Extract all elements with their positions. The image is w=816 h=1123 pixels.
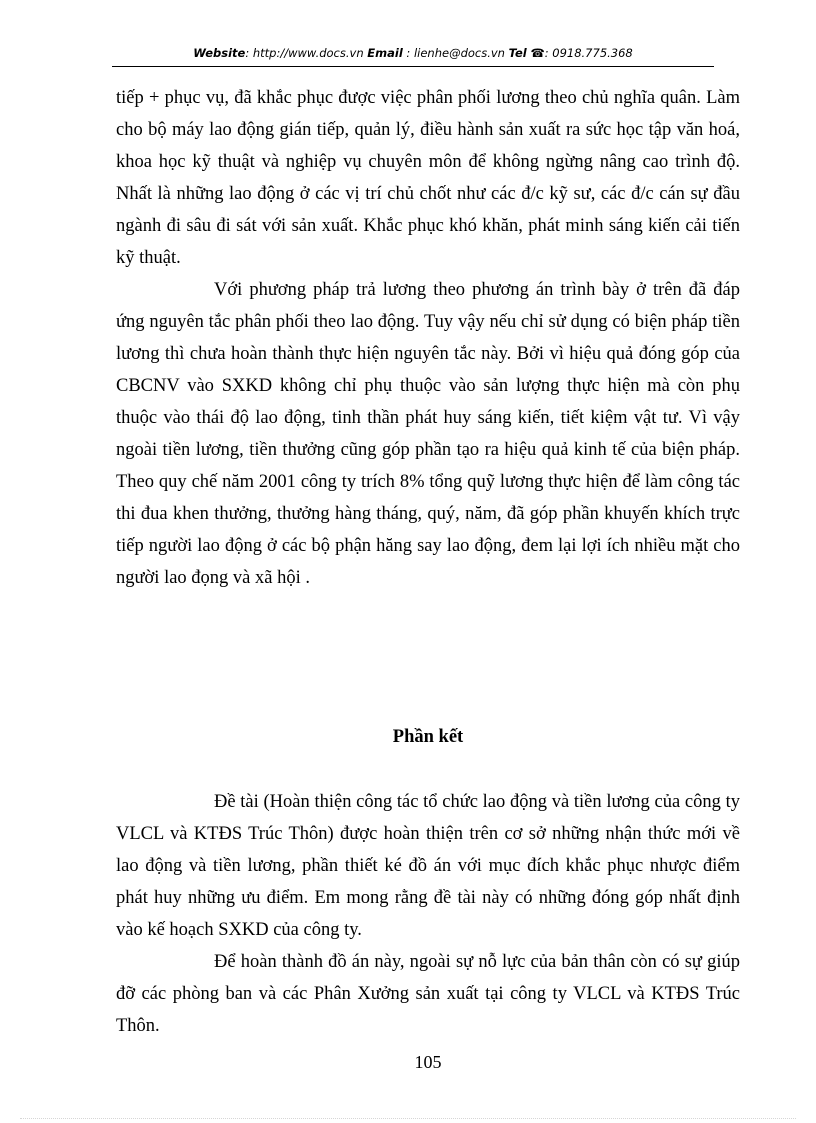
email-value: : lienhe@docs.vn bbox=[406, 46, 505, 60]
page-header bbox=[112, 46, 714, 60]
conclusion-text bbox=[116, 786, 740, 1042]
paragraph: tiếp + phục vụ, đã khắc phục được việc phân phối lương theo chủ nghĩa quân. Làm cho bộ máy lao động gián tiếp, quản lý, điều hành sản xuất ra sức học tập văn hoá, khoa học kỹ thuật và nghiệp vụ chuyên môn để không ngừng nâng cao trình độ. Nhất là những lao động ở các vị trí chủ chốt như các đ/c kỹ sư, các đ/c cán sự đầu ngành đi sâu đi sát với sản xuất. Khắc phục khó khăn, phát minh sáng kiến cải tiến kỹ thuật. bbox=[116, 88, 740, 268]
phone-icon: ☎ bbox=[530, 46, 545, 60]
tel-value: : 0918.775.368 bbox=[544, 46, 633, 60]
header-rule bbox=[112, 66, 714, 67]
tel-label: Tel bbox=[508, 46, 527, 60]
body-text bbox=[116, 82, 740, 594]
footer-divider bbox=[20, 1118, 796, 1119]
page-number: 105 bbox=[414, 1052, 442, 1072]
email-label: Email bbox=[367, 46, 403, 60]
paragraph: Đề tài (Hoàn thiện công tác tổ chức lao động và tiền lương của công ty VLCL và KTĐS Trúc Thôn) được hoàn thiện trên cơ sở những nhận thức mới về lao động và tiền lương, phần thiết ké đồ án với mục đích khắc phục nhược điểm phát huy những ưu điểm. Em mong rằng đề tài này có những đóng góp nhất định vào kế hoạch SXKD của công ty. bbox=[116, 792, 740, 940]
paragraph: Để hoàn thành đồ án này, ngoài sự nỗ lực của bản thân còn có sự giúp đỡ các phòng ban và các Phân Xưởng sản xuất tại công ty VLCL và KTĐS Trúc Thôn. bbox=[116, 952, 740, 1036]
section-title: Phần kết bbox=[392, 727, 464, 747]
paragraph: Với phương pháp trả lương theo phương án trình bày ở trên đã đáp ứng nguyên tắc phân phối theo lao động. Tuy vậy nếu chỉ sử dụng có biện pháp tiền lương thì chưa hoàn thành thực hiện nguyên tắc này. Bởi vì hiệu quả đóng góp của CBCNV vào SXKD không chỉ phụ thuộc vào sản lượng thực hiện mà còn phụ thuộc vào thái độ lao động, tinh thần phát huy sáng kiến, tiết kiệm vật tư. Vì vậy ngoài tiền lương, tiền thưởng cũng góp phần tạo ra hiệu quả kinh tế của biện pháp. Theo quy chế năm 2001 công ty trích 8% tổng quỹ lương thực hiện để làm công tác thi đua khen thưởng, thưởng hàng tháng, quý, năm, đã góp phần khuyến khích trực tiếp người lao động ở các bộ phận hăng say lao động, đem lại lợi ích nhiều mặt cho người lao đọng và xã hội . bbox=[116, 280, 740, 588]
website-label: Website bbox=[193, 46, 246, 60]
website-value: : http://www.docs.vn bbox=[245, 46, 364, 60]
